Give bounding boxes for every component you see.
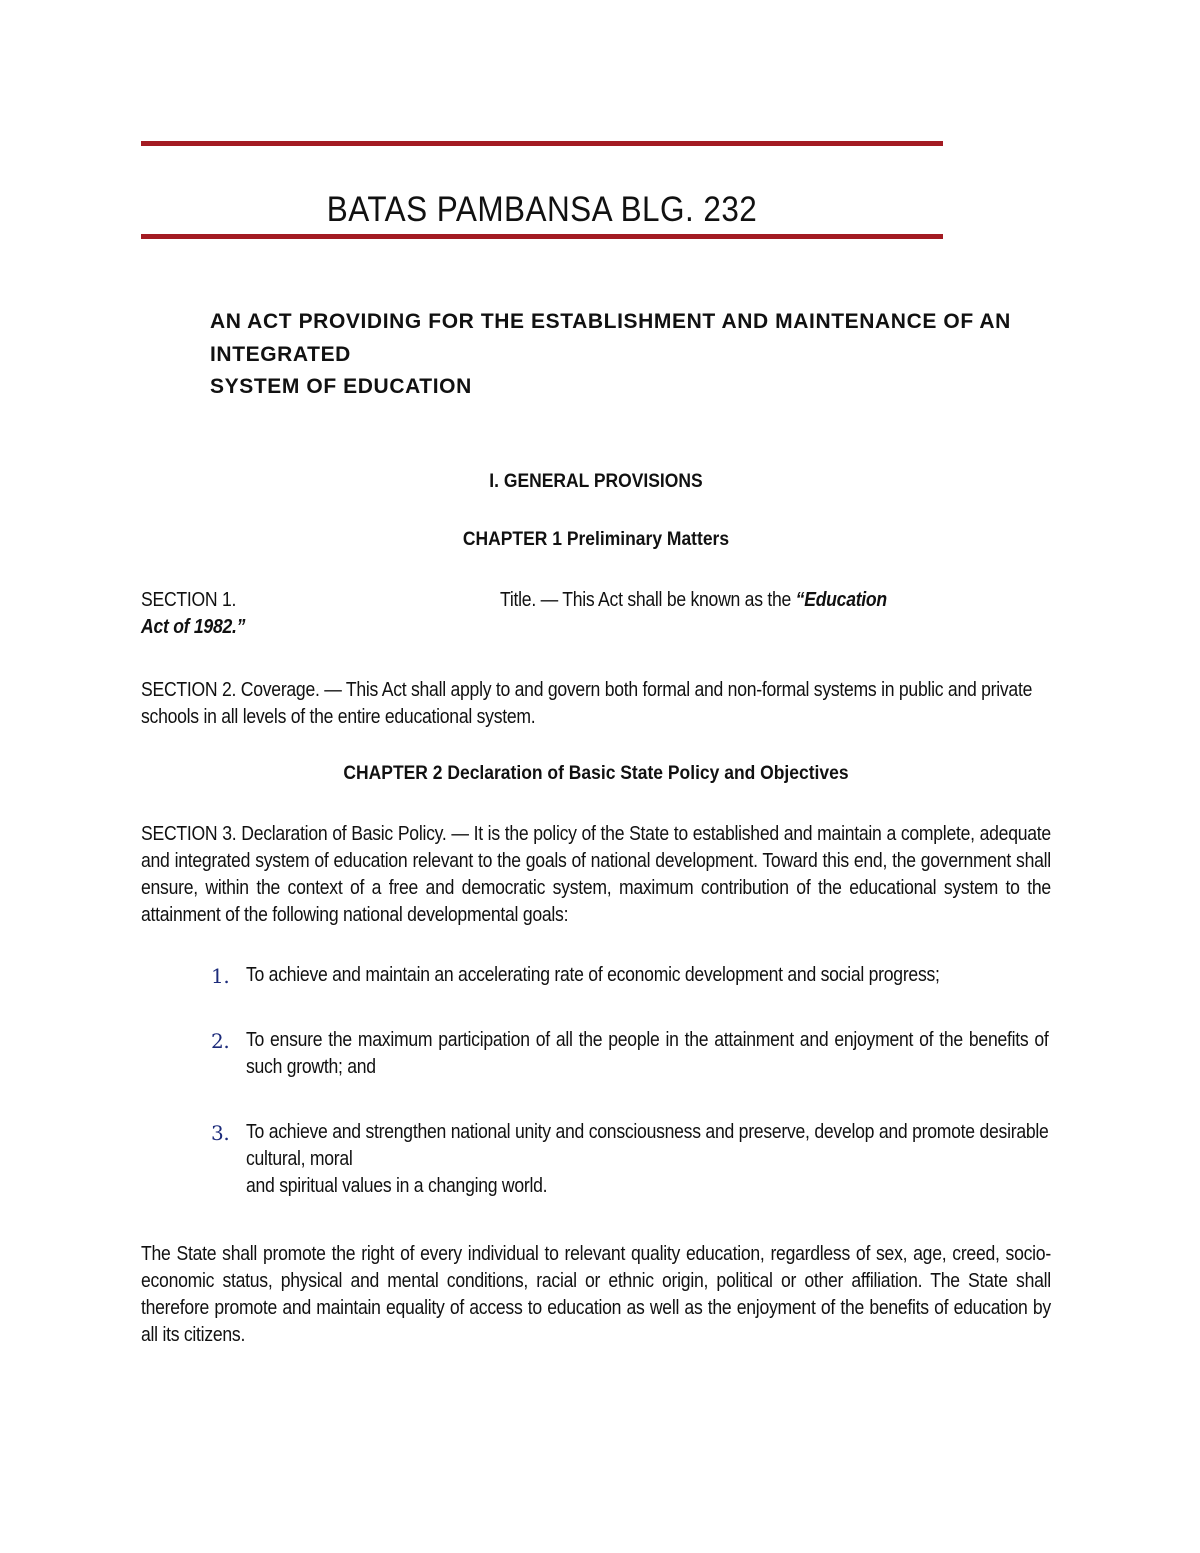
section-2	[141, 677, 1051, 731]
section-1-text: Title. — This Act shall be known as the	[500, 589, 796, 611]
list-item-text: To achieve and strengthen national unity and consciousness and preserve, develop and promote desirable cultural, moral	[246, 1121, 1049, 1170]
goals-list	[141, 962, 1051, 1238]
section-1-wrap	[141, 587, 1051, 641]
act-title-line: AN ACT PROVIDING FOR THE ESTABLISHMENT AND MAINTENANCE OF AN	[210, 310, 1011, 333]
act-title-line: INTEGRATED	[210, 342, 351, 366]
closing-paragraph	[141, 1241, 1051, 1349]
list-item-text-continued: and spiritual values in a changing world.	[246, 1175, 548, 1197]
act-title	[210, 306, 1060, 404]
header-rule-top	[141, 141, 943, 146]
section-3	[141, 821, 1051, 929]
chapter-2-heading: CHAPTER 2 Declaration of Basic State Policy and Objectives	[343, 763, 849, 784]
list-item	[141, 1027, 1051, 1081]
document-title: BATAS PAMBANSA BLG. 232	[326, 190, 758, 229]
section-1-emphasis: “Education	[795, 589, 887, 611]
section-1-emphasis-continued: Act of 1982.”	[141, 616, 246, 638]
section-2-text: SECTION 2. Coverage. — This Act shall apply to and govern both formal and non-formal systems in public and private schools in all levels of the entire educational system.	[141, 679, 1033, 728]
header-rule-bottom	[141, 234, 943, 239]
list-item-text: To achieve and maintain an accelerating rate of economic development and social progress;	[246, 964, 940, 986]
section-1	[141, 587, 1051, 641]
list-item-number: 3.	[211, 1121, 230, 1145]
chapter-1-heading: CHAPTER 1 Preliminary Matters	[462, 529, 730, 550]
closing-paragraph-text: The State shall promote the right of every individual to relevant quality education, regardless of sex, age, creed, socio-economic status, physical and mental conditions, racial or ethnic origin, political or other affiliation. The State shall therefore promote and maintain equality of access to education as well as the enjoyment of the benefits of education by all its citizens.	[141, 1243, 1051, 1346]
list-item-text: To ensure the maximum participation of all the people in the attainment and enjoyment of the benefits of such growth; and	[246, 1029, 1049, 1078]
list-item-text-wrap	[246, 1119, 1049, 1200]
section-1-title	[500, 587, 887, 614]
list-item	[141, 1119, 1051, 1200]
list-item-number: 2.	[211, 1029, 230, 1053]
section-3-text: SECTION 3. Declaration of Basic Policy. — It is the policy of the State to established and maintain a complete, adequate and integrated system of education relevant to the goals of national development. Toward this end, the government shall ensure, within the context of a free and democratic system, maximum contribution of the educational system to the attainment of the following national developmental goals:	[141, 823, 1051, 926]
section-1-label: SECTION 1.	[141, 589, 237, 611]
part-heading: I. GENERAL PROVISIONS	[489, 471, 703, 492]
act-title-line: SYSTEM OF EDUCATION	[210, 375, 472, 398]
list-item-number: 1.	[211, 964, 230, 988]
list-item	[141, 962, 1051, 989]
